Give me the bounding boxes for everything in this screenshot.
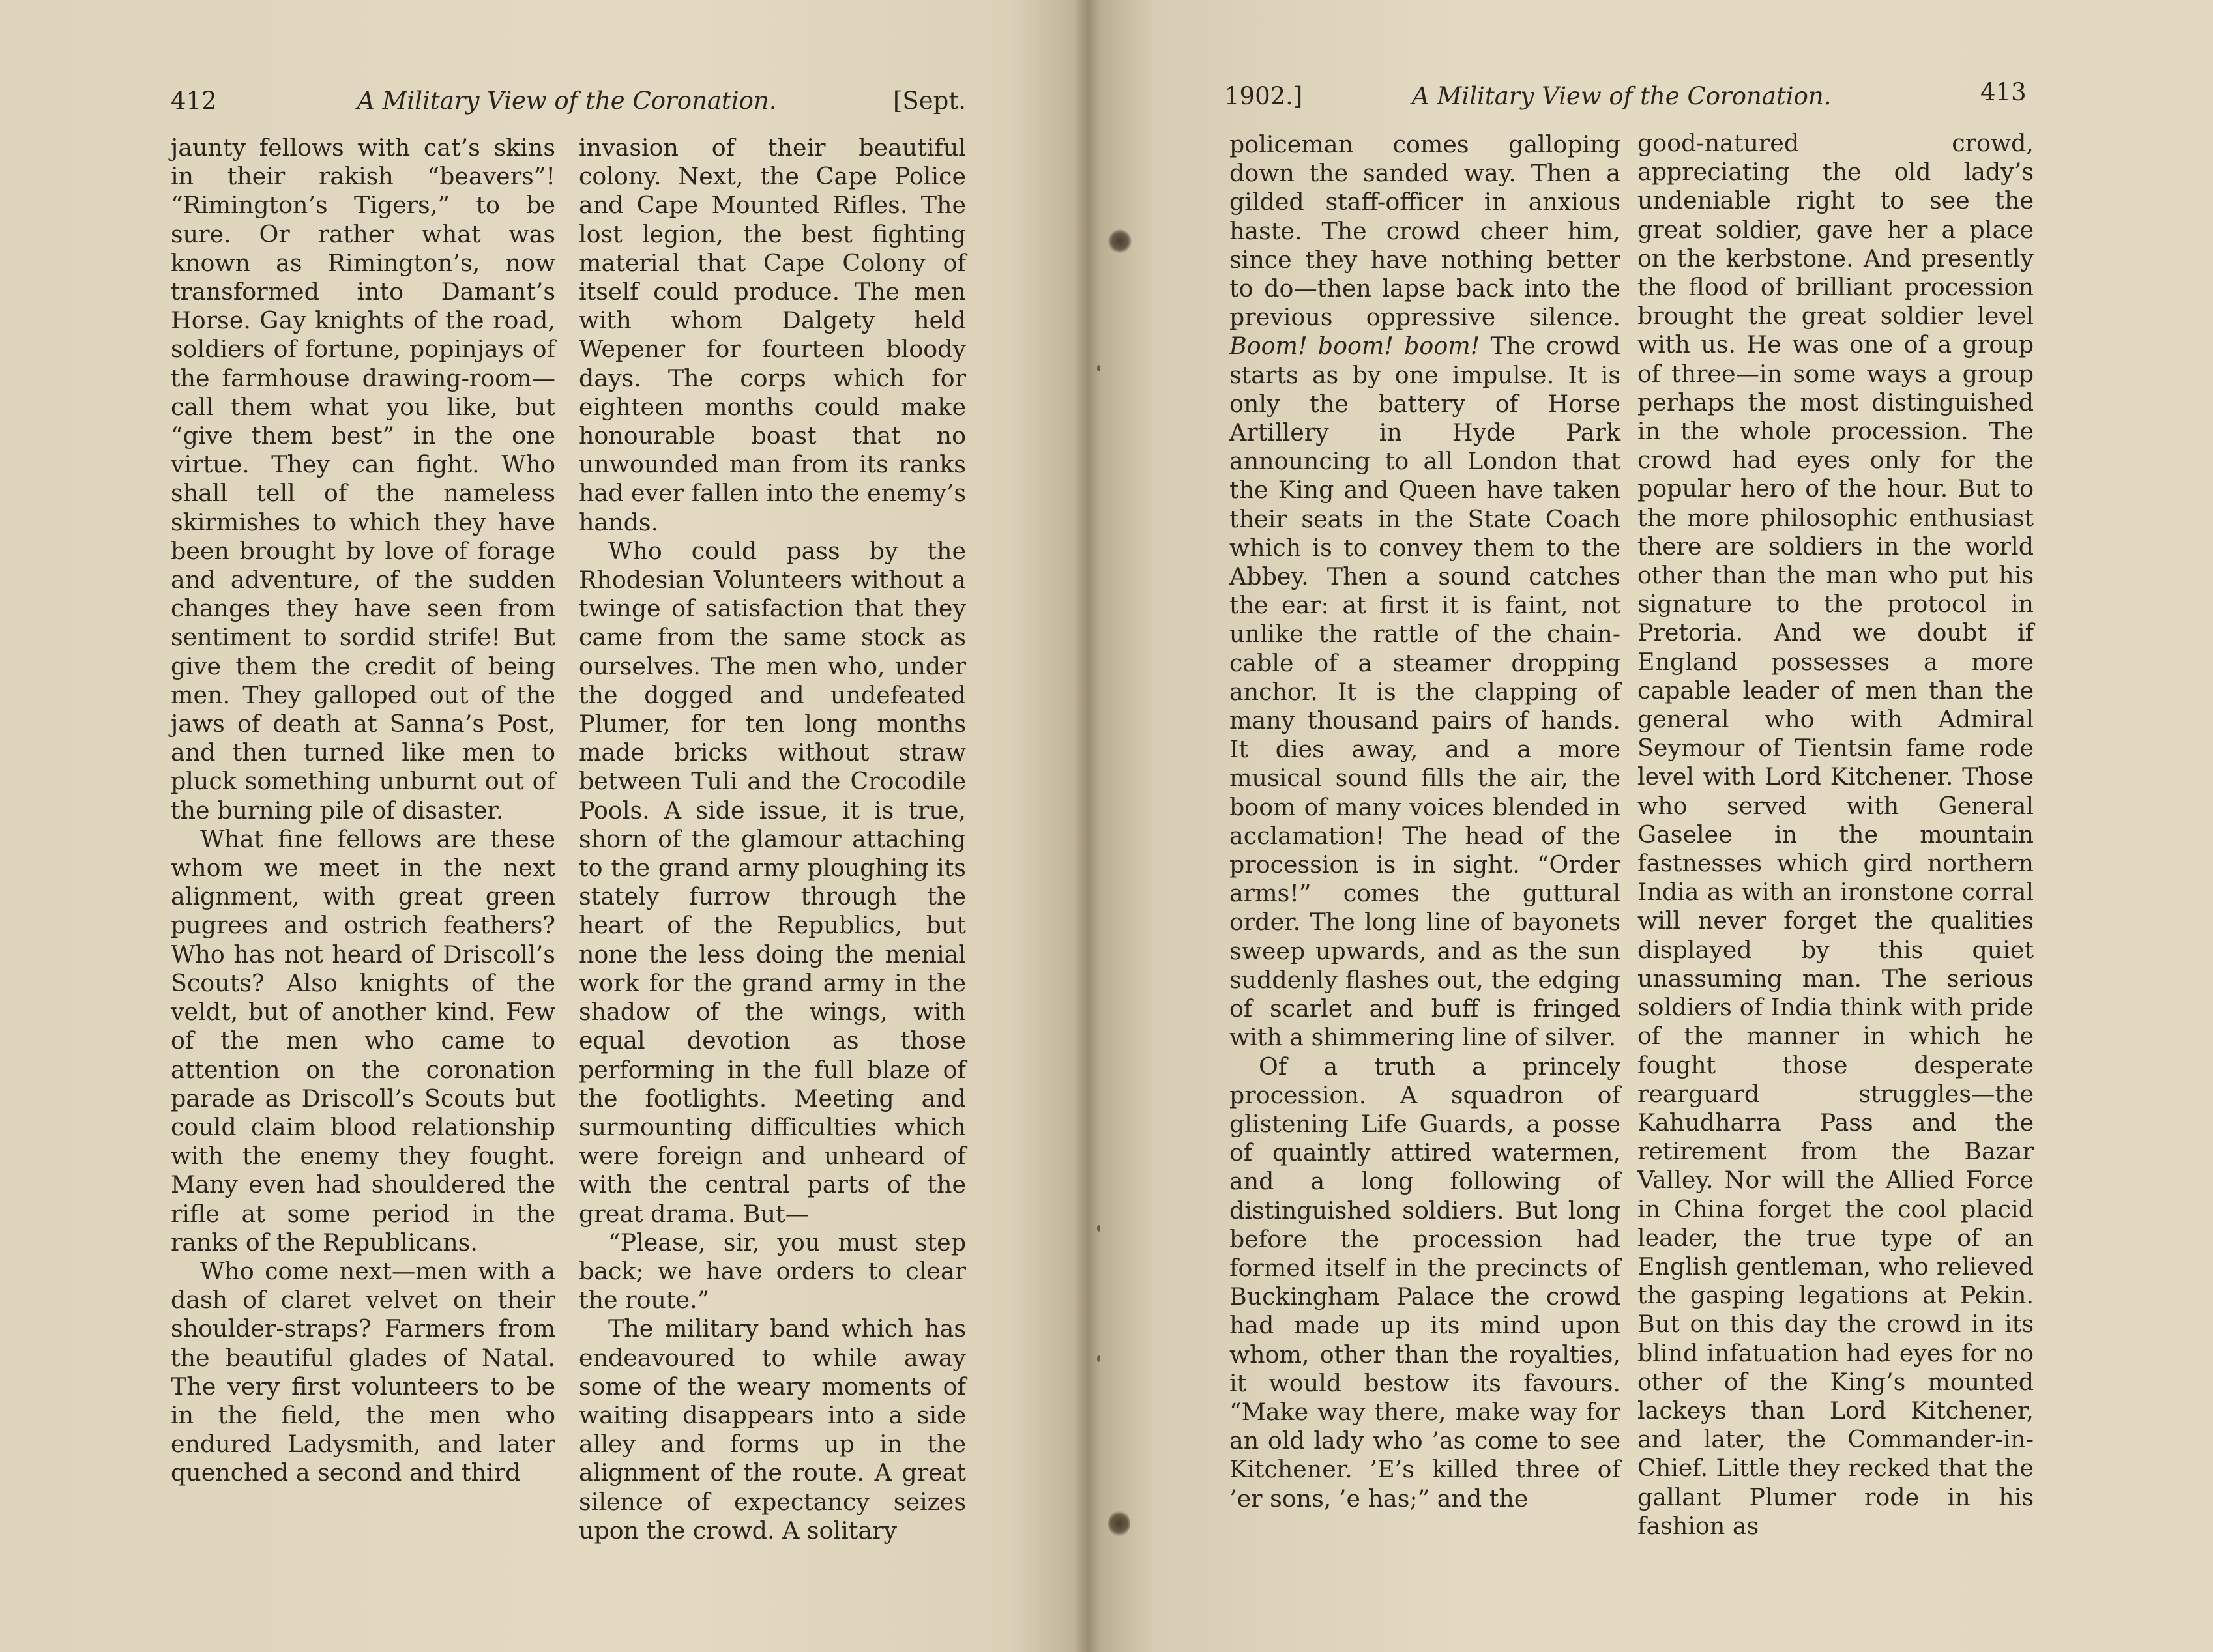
right-page [1087,0,2213,1652]
left-page-header [0,81,1087,121]
left-page-number: 412 [171,87,217,115]
paragraph: jaunty fellows with cat’s skins in their rakish “beavers”! “Rimington’s Tigers,” to be sure. Or rather what was known as Rimington’s, now transformed into Damant’s Horse. Gay knights of the road, soldiers of fortune, popinjays of the farmhouse drawing-room—call them what you like, but “give them best” in the one virtue. They can fight. Who shall tell of the nameless skirmishes to which they have been brought by love of forage and adventure, of the sudden changes they have seen from sentiment to sordid strife! But give them the credit of being men. They galloped out of the jaws of death at Sanna’s Post, and then turned like men to pluck something unburnt out of the burning pile of disaster. [171,134,555,824]
paragraph: invasion of their beautiful colony. Next, the Cape Police and Cape Mounted Rifles. The lost legion, the best fighting material that Cape Colony of itself could produce. The men with whom Dalgety held Wepener for fourteen bloody days. The corps which for eighteen months could make honourable boast that no unwounded man from its ranks had ever fallen into the enemy’s hands. [579,134,966,536]
right-column-1 [1229,130,1620,1513]
binding-hole [1108,1511,1130,1537]
binding-thread-mark [1097,365,1100,371]
right-header-year: 1902.] [1224,82,1303,110]
paragraph: The military band which has endeavoured to while away some of the weary moments of waiting disappears into a side alley and forms up in the alignment of the route. A great silence of expectancy seizes upon the crowd. A solitary [579,1314,966,1544]
left-page [0,0,1087,1652]
paragraph: Of a truth a princely procession. A squadron of glistening Life Guards, a posse of quaintly attired watermen, and a long following of distinguished soldiers. But long before the procession had formed itself in the precincts of Buckingham Palace the crowd had made up its mind upon whom, other than the royalties, it would bestow its favours. “Make way there, make way for an old lady who ’as come to see Kitchener. ’E’s killed three of ’er sons, ’e has;” and the [1229,1052,1620,1513]
right-page-number: 413 [1980,78,2027,106]
right-page-header [1087,77,2213,116]
paragraph: Who come next—men with a dash of claret velvet on their shoulder-straps? Farmers from the beautiful glades of Natal. The very first volunteers to be in the field, the men who endured Ladysmith, and later quenched a second and third [171,1256,555,1487]
text-run: The crowd starts as by one impulse. It is only the battery of Horse Artillery in Hyde Park announcing to all London that the King and Queen have taken their seats in the State Coach which is to convey them to the Abbey. Then a sound catches the ear: at first it is faint, not unlike the rattle of the chain-cable of a steamer dropping anchor. It is the clapping of many thousand pairs of hands. It dies away, and a more musical sound fills the air, the boom of many voices blended in acclamation! The head of the procession is in sight. “Order arms!” comes the guttural order. The long line of bayonets sweep upwards, and as the sun suddenly flashes out, the edging of scarlet and buff is fringed with a shimmering line of silver. [1229,332,1620,1052]
paragraph [1229,130,1620,1052]
book-gutter [1074,0,1100,1652]
text-run: policeman comes galloping down the sanded way. Then a gilded staff-officer in anxious haste. The crowd cheer him, since they have nothing better to do—then lapse back into the previous oppressive silence. [1229,130,1620,332]
left-column-1 [171,134,555,1488]
paragraph: good-natured crowd, appreciating the old lady’s undeniable right to see the great soldier, gave her a place on the kerbstone. And presently the flood of brilliant procession brought the great soldier level with us. He was one of a group of three—in some ways a group perhaps the most distinguished in the whole procession. The crowd had eyes only for the popular hero of the hour. But to the more philosophic enthusiast there are soldiers in the world other than the man who put his signature to the protocol in Pretoria. And we doubt if England possesses a more capable leader of men than the general who with Admiral Seymour of Tientsin fame rode level with Lord Kitchener. Those who served with General Gaselee in the mountain fastnesses which gird northern India as with an ironstone corral will never forget the qualities displayed by this quiet unassuming man. The serious soldiers of India think with pride of the manner in which he fought those desperate rearguard struggles—the Kahudharra Pass and the retirement from the Bazar Valley. Nor will the Allied Force in China forget the cool placid leader, the true type of an English gentleman, who relieved the gasping legations at Pekin. But on this day the crowd in its blind infatuation had eyes for no other of the King’s mounted lackeys than Lord Kitchener, and later, the Commander-in-Chief. Little they recked that the gallant Plumer rode in his fashion as [1637,129,2034,1540]
left-header-month: [Sept. [893,87,966,115]
binding-hole [1108,229,1132,253]
right-column-2 [1637,129,2034,1541]
binding-thread-mark [1097,1225,1100,1232]
paragraph: “Please, sir, you must step back; we have orders to clear the route.” [579,1228,966,1314]
binding-thread-mark [1097,1355,1100,1362]
left-running-title: A Military View of the Coronation. [357,87,777,115]
right-running-title: A Military View of the Coronation. [1412,82,1832,110]
italic-text: Boom! boom! boom! [1229,332,1480,360]
paragraph: What fine fellows are these whom we meet in the next alignment, with great green pugrees and ostrich feathers? Who has not heard of Driscoll’s Scouts? Also knights of the veldt, but of another kind. Few of the men who came to attention on the coronation parade as Driscoll’s Scouts but could claim blood relationship with the enemy they fought. Many even had shouldered the rifle at some period in the ranks of the Republicans. [171,824,555,1256]
paragraph: Who could pass by the Rhodesian Volunteers without a twinge of satisfaction that they came from the same stock as ourselves. The men who, under the dogged and undefeated Plumer, for ten long months made bricks without straw between Tuli and the Crocodile Pools. A side issue, it is true, shorn of the glamour attaching to the grand army ploughing its stately furrow through the heart of the Republics, but none the less doing the menial work for the grand army in the shadow of the wings, with equal devotion as those performing in the full blaze of the footlights. Meeting and surmounting difficulties which were foreign and unheard of with the central parts of the great drama. But— [579,536,966,1228]
left-column-2 [579,134,966,1545]
